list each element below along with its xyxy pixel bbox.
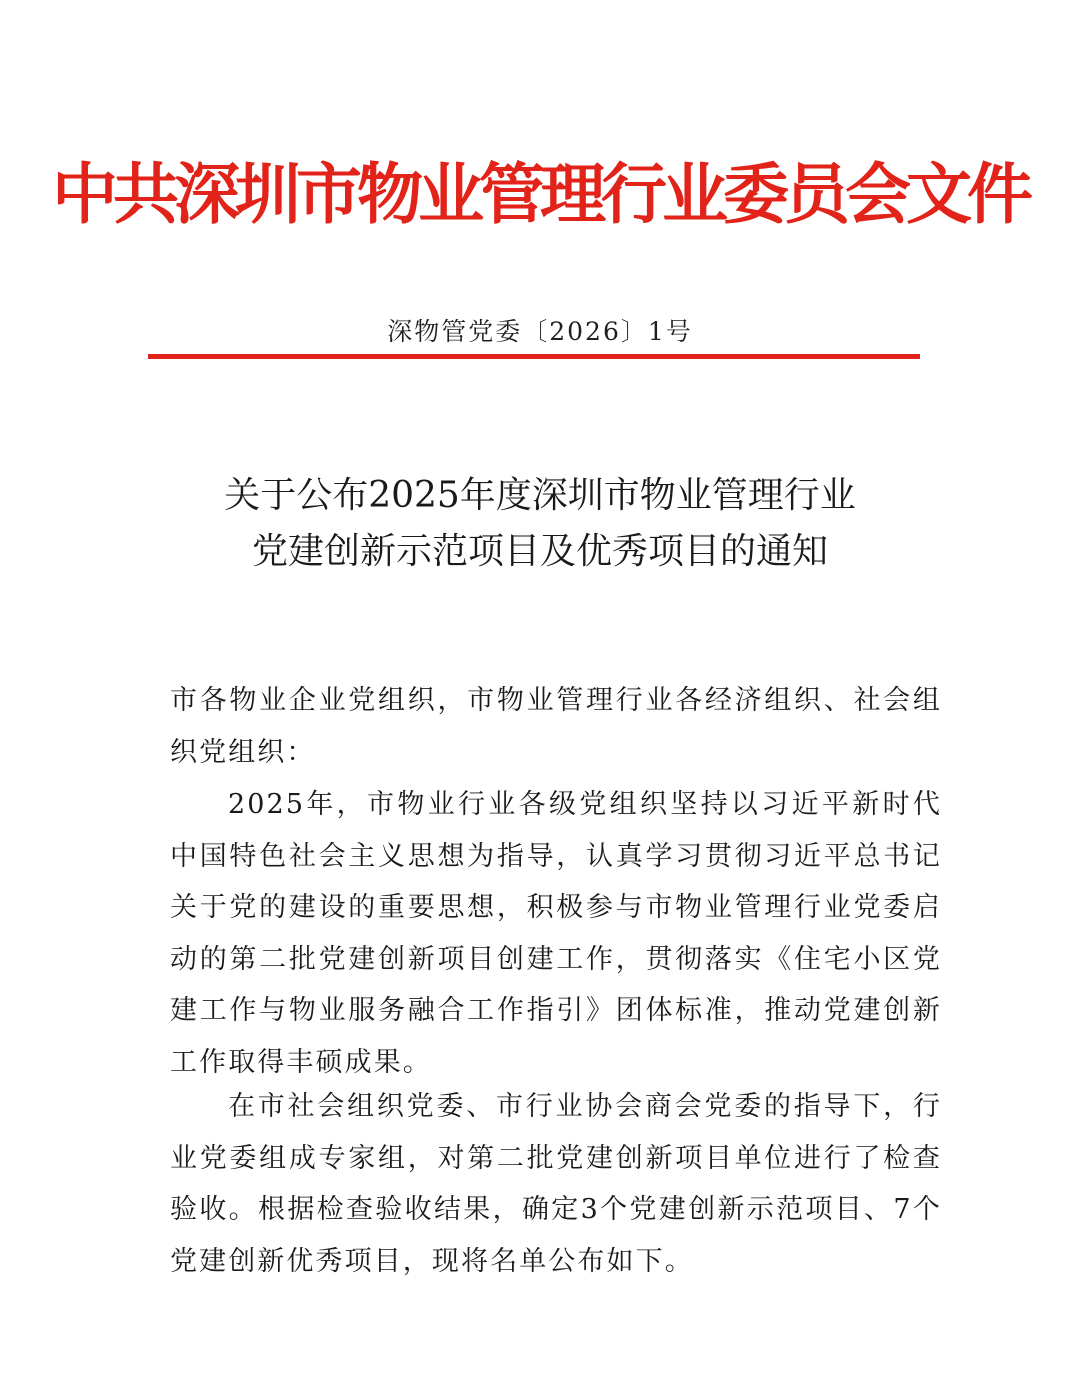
body-paragraph-2 xyxy=(170,1081,942,1287)
document-number: 深物管党委〔2026〕1号 xyxy=(387,317,693,346)
issuer-title: 中共深圳市物业管理行业委员会文件 xyxy=(52,156,1028,233)
body-paragraph-1 xyxy=(170,779,942,1088)
salutation xyxy=(170,675,942,778)
salutation-text: 市各物业企业党组织，市物业管理行业各经济组织、社会组织党组织： xyxy=(170,685,942,768)
paragraph-1-text: 2025年，市物业行业各级党组织坚持以习近平新时代中国特色社会主义思想为指导，认真学习贯彻习近平总书记关于党的建设的重要思想，积极参与市物业管理行业党委启动的第二批党建创新项目创建工作，贯彻落实《住宅小区党建工作与物业服务融合工作指引》团体标准，推动党建创新工作取得丰硕成果。 xyxy=(170,789,942,1078)
notice-title-line-1: 关于公布2025年度深圳市物业管理行业 xyxy=(224,475,856,516)
red-divider-line xyxy=(148,354,920,359)
notice-title-line-2: 党建创新示范项目及优秀项目的通知 xyxy=(251,531,828,572)
notice-title xyxy=(0,468,1080,580)
paragraph-2-text: 在市社会组织党委、市行业协会商会党委的指导下，行业党委组成专家组，对第二批党建创新项目单位进行了检查验收。根据检查验收结果，确定3个党建创新示范项目、7个党建创新优秀项目，现将名单公布如下。 xyxy=(170,1091,942,1277)
